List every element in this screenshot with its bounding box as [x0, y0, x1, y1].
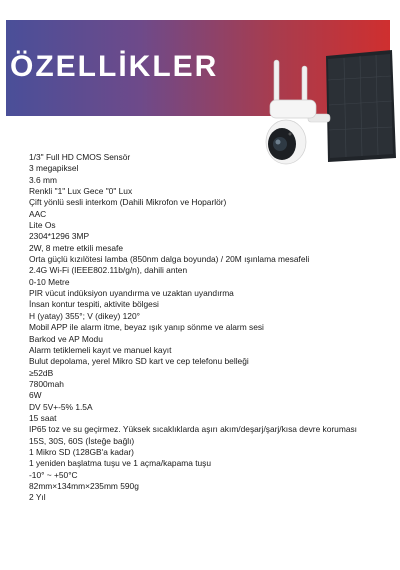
spec-item: 1/3" Full HD CMOS Sensör: [29, 152, 131, 162]
spec-item: AAC: [29, 208, 47, 219]
spec-item: H (yatay) 355°; V (dikey) 120°: [29, 310, 140, 321]
spec-item: İnsan kontur tespiti, aktivite bölgesi: [29, 299, 159, 310]
spec-item: Çift yönlü sesli interkom (Dahili Mikrofon ve Hoparlör): [29, 197, 227, 208]
solar-panel-icon: [326, 50, 396, 162]
spec-item: -10° ~ +50°C: [29, 469, 78, 480]
spec-item: 15S, 30S, 60S (İsteğe bağlı): [29, 435, 135, 446]
spec-item: 0-10 Metre: [29, 276, 70, 287]
spec-item: Mobil APP ile alarm itme, beyaz ışık yanıp sönme ve alarm sesi: [29, 322, 264, 333]
spec-list: [29, 152, 389, 504]
spec-item: 6W: [29, 390, 42, 401]
spec-item: Alarm tetiklemeli kayıt ve manuel kayıt: [29, 344, 172, 355]
spec-item: IP65 toz ve su geçirmez. Yüksek sıcaklıklarda aşırı akım/deşarj/şarj/kısa devre koruması: [29, 424, 357, 435]
spec-item: 1 yeniden başlatma tuşu ve 1 açma/kapama tuşu: [29, 458, 212, 469]
spec-item: ≥52dB: [29, 367, 54, 378]
spec-item: 3 megapiksel: [29, 163, 79, 174]
spec-item: 2W, 8 metre etkili mesafe: [29, 242, 124, 253]
spec-item: 1 Mikro SD (128GB'a kadar): [29, 446, 134, 457]
spec-item: 3.6 mm: [29, 174, 57, 185]
spec-item: 7800mah: [29, 378, 64, 389]
antenna-icon: [274, 60, 307, 106]
spec-item: Barkod ve AP Modu: [29, 333, 103, 344]
spec-item: 2.4G Wi-Fi (IEEE802.11b/g/n), dahili anten: [29, 265, 188, 276]
spec-item: Orta güçlü kızılötesi lamba (850nm dalga boyunda) / 20M ışınlama mesafeli: [29, 254, 310, 265]
spec-item: 15 saat: [29, 412, 57, 423]
spec-item: Renkli "1" Lux Gece "0" Lux: [29, 186, 133, 197]
spec-item: PIR vücut indüksiyon uyandırma ve uzaktan uyandırma: [29, 288, 234, 299]
spec-item: 82mm×134mm×235mm 590g: [29, 480, 139, 491]
page-title: ÖZELLİKLER: [10, 50, 219, 83]
spec-item: Bulut depolama, yerel Mikro SD kart ve cep telefonu belleği: [29, 356, 249, 367]
spec-item: 2 Yıl: [29, 492, 46, 503]
spec-item: 2304*1296 3MP: [29, 231, 90, 242]
spec-item: DV 5V+-5% 1.5A: [29, 401, 93, 412]
spec-item: Lite Os: [29, 220, 56, 231]
